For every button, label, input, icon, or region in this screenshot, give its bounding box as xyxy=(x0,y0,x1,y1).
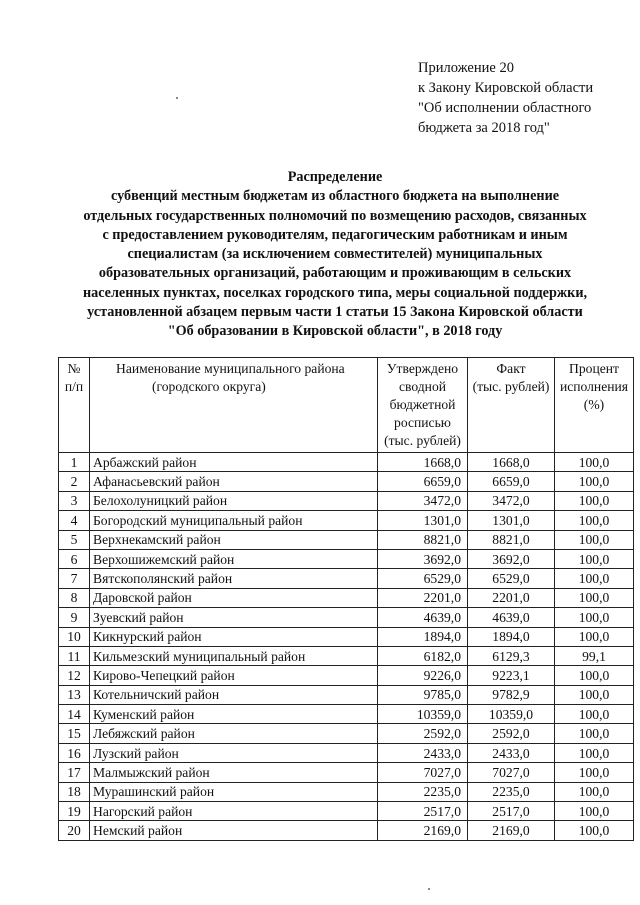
cell-plan: 10359,0 xyxy=(378,705,468,724)
cell-fact: 3692,0 xyxy=(468,549,555,568)
cell-fact: 8821,0 xyxy=(468,530,555,549)
table-row xyxy=(59,763,634,782)
cell-pct: 100,0 xyxy=(555,608,634,627)
cell-plan: 3692,0 xyxy=(378,549,468,568)
cell-num: 16 xyxy=(59,743,90,762)
cell-name: Мурашинский район xyxy=(90,782,378,801)
cell-pct: 100,0 xyxy=(555,802,634,821)
cell-plan: 2169,0 xyxy=(378,821,468,840)
title-line: населенных пунктах, поселках городского типа, меры социальной поддержки, xyxy=(82,284,588,301)
cell-fact: 4639,0 xyxy=(468,608,555,627)
cell-fact: 7027,0 xyxy=(468,763,555,782)
title-line: отдельных государственных полномочий по возмещению расходов, связанных xyxy=(83,207,587,224)
cell-pct: 100,0 xyxy=(555,453,634,472)
table-row xyxy=(59,491,634,510)
cell-name: Афанасьевский район xyxy=(90,472,378,491)
cell-name: Зуевский район xyxy=(90,608,378,627)
cell-fact: 3472,0 xyxy=(468,491,555,510)
title-line: с предоставлением руководителям, педагогическим работникам и иным xyxy=(102,226,568,243)
table-row xyxy=(59,608,634,627)
table-row xyxy=(59,802,634,821)
cell-fact: 2517,0 xyxy=(468,802,555,821)
cell-num: 18 xyxy=(59,782,90,801)
cell-pct: 100,0 xyxy=(555,511,634,530)
cell-num: 8 xyxy=(59,588,90,607)
title-line: "Об образовании в Кировской области", в 2018 году xyxy=(167,323,503,340)
cell-plan: 9785,0 xyxy=(378,685,468,704)
cell-plan: 2201,0 xyxy=(378,588,468,607)
cell-plan: 8821,0 xyxy=(378,530,468,549)
cell-num: 5 xyxy=(59,530,90,549)
table-row xyxy=(59,511,634,530)
table-row xyxy=(59,705,634,724)
cell-plan: 4639,0 xyxy=(378,608,468,627)
cell-num: 20 xyxy=(59,821,90,840)
cell-pct: 100,0 xyxy=(555,685,634,704)
cell-plan: 2592,0 xyxy=(378,724,468,743)
cell-num: 9 xyxy=(59,608,90,627)
cell-name: Малмыжский район xyxy=(90,763,378,782)
header-text: № xyxy=(67,361,81,376)
cell-pct: 100,0 xyxy=(555,724,634,743)
table-row xyxy=(59,724,634,743)
cell-plan: 6529,0 xyxy=(378,569,468,588)
header-text: Утверждено xyxy=(386,361,459,376)
cell-fact: 2235,0 xyxy=(468,782,555,801)
cell-pct: 100,0 xyxy=(555,627,634,646)
cell-num: 17 xyxy=(59,763,90,782)
table-row xyxy=(59,666,634,685)
table-row xyxy=(59,646,634,665)
appendix-note xyxy=(418,58,593,138)
cell-pct: 100,0 xyxy=(555,821,634,840)
table-row xyxy=(59,588,634,607)
cell-plan: 2433,0 xyxy=(378,743,468,762)
scan-speck xyxy=(428,888,430,890)
table-row xyxy=(59,569,634,588)
header-text: Факт xyxy=(496,361,526,376)
cell-plan: 9226,0 xyxy=(378,666,468,685)
cell-name: Куменский район xyxy=(90,705,378,724)
cell-num: 4 xyxy=(59,511,90,530)
appendix-line: к Закону Кировской области xyxy=(418,80,594,96)
cell-num: 2 xyxy=(59,472,90,491)
cell-fact: 1668,0 xyxy=(468,453,555,472)
header-text: бюджетной xyxy=(389,397,456,412)
cell-name: Котельничский район xyxy=(90,685,378,704)
header-name xyxy=(90,358,378,453)
cell-name: Верхошижемский район xyxy=(90,549,378,568)
cell-plan: 2235,0 xyxy=(378,782,468,801)
header-text: (тыс. рублей) xyxy=(384,433,461,448)
cell-num: 7 xyxy=(59,569,90,588)
appendix-line: "Об исполнении областного xyxy=(418,100,592,116)
header-fact xyxy=(468,358,555,453)
cell-fact: 2169,0 xyxy=(468,821,555,840)
cell-name: Вятскополянский район xyxy=(90,569,378,588)
cell-fact: 1894,0 xyxy=(468,627,555,646)
cell-name: Кильмезский муниципальный район xyxy=(90,646,378,665)
appendix-line: бюджета за 2018 год" xyxy=(418,120,550,136)
cell-fact: 2201,0 xyxy=(468,588,555,607)
header-text: Процент xyxy=(569,361,619,376)
cell-num: 1 xyxy=(59,453,90,472)
cell-pct: 100,0 xyxy=(555,530,634,549)
cell-pct: 100,0 xyxy=(555,569,634,588)
cell-name: Даровской район xyxy=(90,588,378,607)
cell-num: 15 xyxy=(59,724,90,743)
cell-pct: 100,0 xyxy=(555,588,634,607)
header-text: исполнения xyxy=(559,379,629,394)
cell-fact: 2592,0 xyxy=(468,724,555,743)
table-row xyxy=(59,627,634,646)
cell-name: Нагорский район xyxy=(90,802,378,821)
subvention-table xyxy=(58,357,634,841)
title-line: специалистам (за исключением совместителей) муниципальных xyxy=(127,246,543,263)
header-text: росписью xyxy=(394,415,451,430)
header-text: п/п xyxy=(64,379,84,394)
cell-name: Верхнекамский район xyxy=(90,530,378,549)
cell-num: 6 xyxy=(59,549,90,568)
cell-fact: 6529,0 xyxy=(468,569,555,588)
header-text: (%) xyxy=(583,397,605,412)
title-line: Распределение xyxy=(287,169,383,185)
table-row xyxy=(59,549,634,568)
table-row xyxy=(59,685,634,704)
table-body xyxy=(59,453,634,841)
table-row xyxy=(59,743,634,762)
cell-fact: 9223,1 xyxy=(468,666,555,685)
header-plan xyxy=(378,358,468,453)
cell-name: Кикнурский район xyxy=(90,627,378,646)
header-text: (тыс. рублей) xyxy=(472,379,550,394)
cell-pct: 100,0 xyxy=(555,743,634,762)
cell-fact: 6129,3 xyxy=(468,646,555,665)
cell-plan: 6659,0 xyxy=(378,472,468,491)
cell-plan: 7027,0 xyxy=(378,763,468,782)
header-text: Наименование муниципального района xyxy=(116,361,345,376)
cell-name: Лебяжский район xyxy=(90,724,378,743)
cell-pct: 100,0 xyxy=(555,472,634,491)
cell-num: 3 xyxy=(59,491,90,510)
table-row xyxy=(59,821,634,840)
cell-name: Лузский район xyxy=(90,743,378,762)
cell-fact: 6659,0 xyxy=(468,472,555,491)
cell-num: 12 xyxy=(59,666,90,685)
title-line: субвенций местным бюджетам из областного бюджета на выполнение xyxy=(110,188,560,205)
cell-fact: 10359,0 xyxy=(468,705,555,724)
cell-num: 11 xyxy=(59,646,90,665)
cell-fact: 2433,0 xyxy=(468,743,555,762)
cell-pct: 100,0 xyxy=(555,763,634,782)
cell-pct: 99,1 xyxy=(555,646,634,665)
table-row xyxy=(59,453,634,472)
cell-fact: 1301,0 xyxy=(468,511,555,530)
table-header-row xyxy=(59,358,634,453)
cell-num: 19 xyxy=(59,802,90,821)
cell-plan: 6182,0 xyxy=(378,646,468,665)
cell-pct: 100,0 xyxy=(555,549,634,568)
header-text: (городского округа) xyxy=(152,379,266,394)
cell-pct: 100,0 xyxy=(555,666,634,685)
cell-plan: 1668,0 xyxy=(378,453,468,472)
scan-speck xyxy=(176,97,178,99)
cell-fact: 9782,9 xyxy=(468,685,555,704)
header-pct xyxy=(555,358,634,453)
cell-name: Богородский муниципальный район xyxy=(90,511,378,530)
cell-name: Кирово-Чепецкий район xyxy=(90,666,378,685)
header-text: сводной xyxy=(398,379,447,394)
table-row xyxy=(59,472,634,491)
header-num xyxy=(59,358,90,453)
title-line: образовательных организаций, работающим и проживающим в сельских xyxy=(98,265,572,282)
cell-num: 13 xyxy=(59,685,90,704)
cell-num: 10 xyxy=(59,627,90,646)
table-row xyxy=(59,530,634,549)
cell-pct: 100,0 xyxy=(555,782,634,801)
cell-pct: 100,0 xyxy=(555,705,634,724)
document-title xyxy=(40,168,630,342)
cell-name: Арбажский район xyxy=(90,453,378,472)
cell-plan: 1894,0 xyxy=(378,627,468,646)
cell-num: 14 xyxy=(59,705,90,724)
cell-plan: 2517,0 xyxy=(378,802,468,821)
cell-name: Белохолуницкий район xyxy=(90,491,378,510)
cell-name: Немский район xyxy=(90,821,378,840)
cell-plan: 3472,0 xyxy=(378,491,468,510)
table-row xyxy=(59,782,634,801)
cell-plan: 1301,0 xyxy=(378,511,468,530)
appendix-line: Приложение 20 xyxy=(418,60,514,76)
cell-pct: 100,0 xyxy=(555,491,634,510)
title-line: установленной абзацем первым части 1 статьи 15 Закона Кировской области xyxy=(87,304,583,321)
